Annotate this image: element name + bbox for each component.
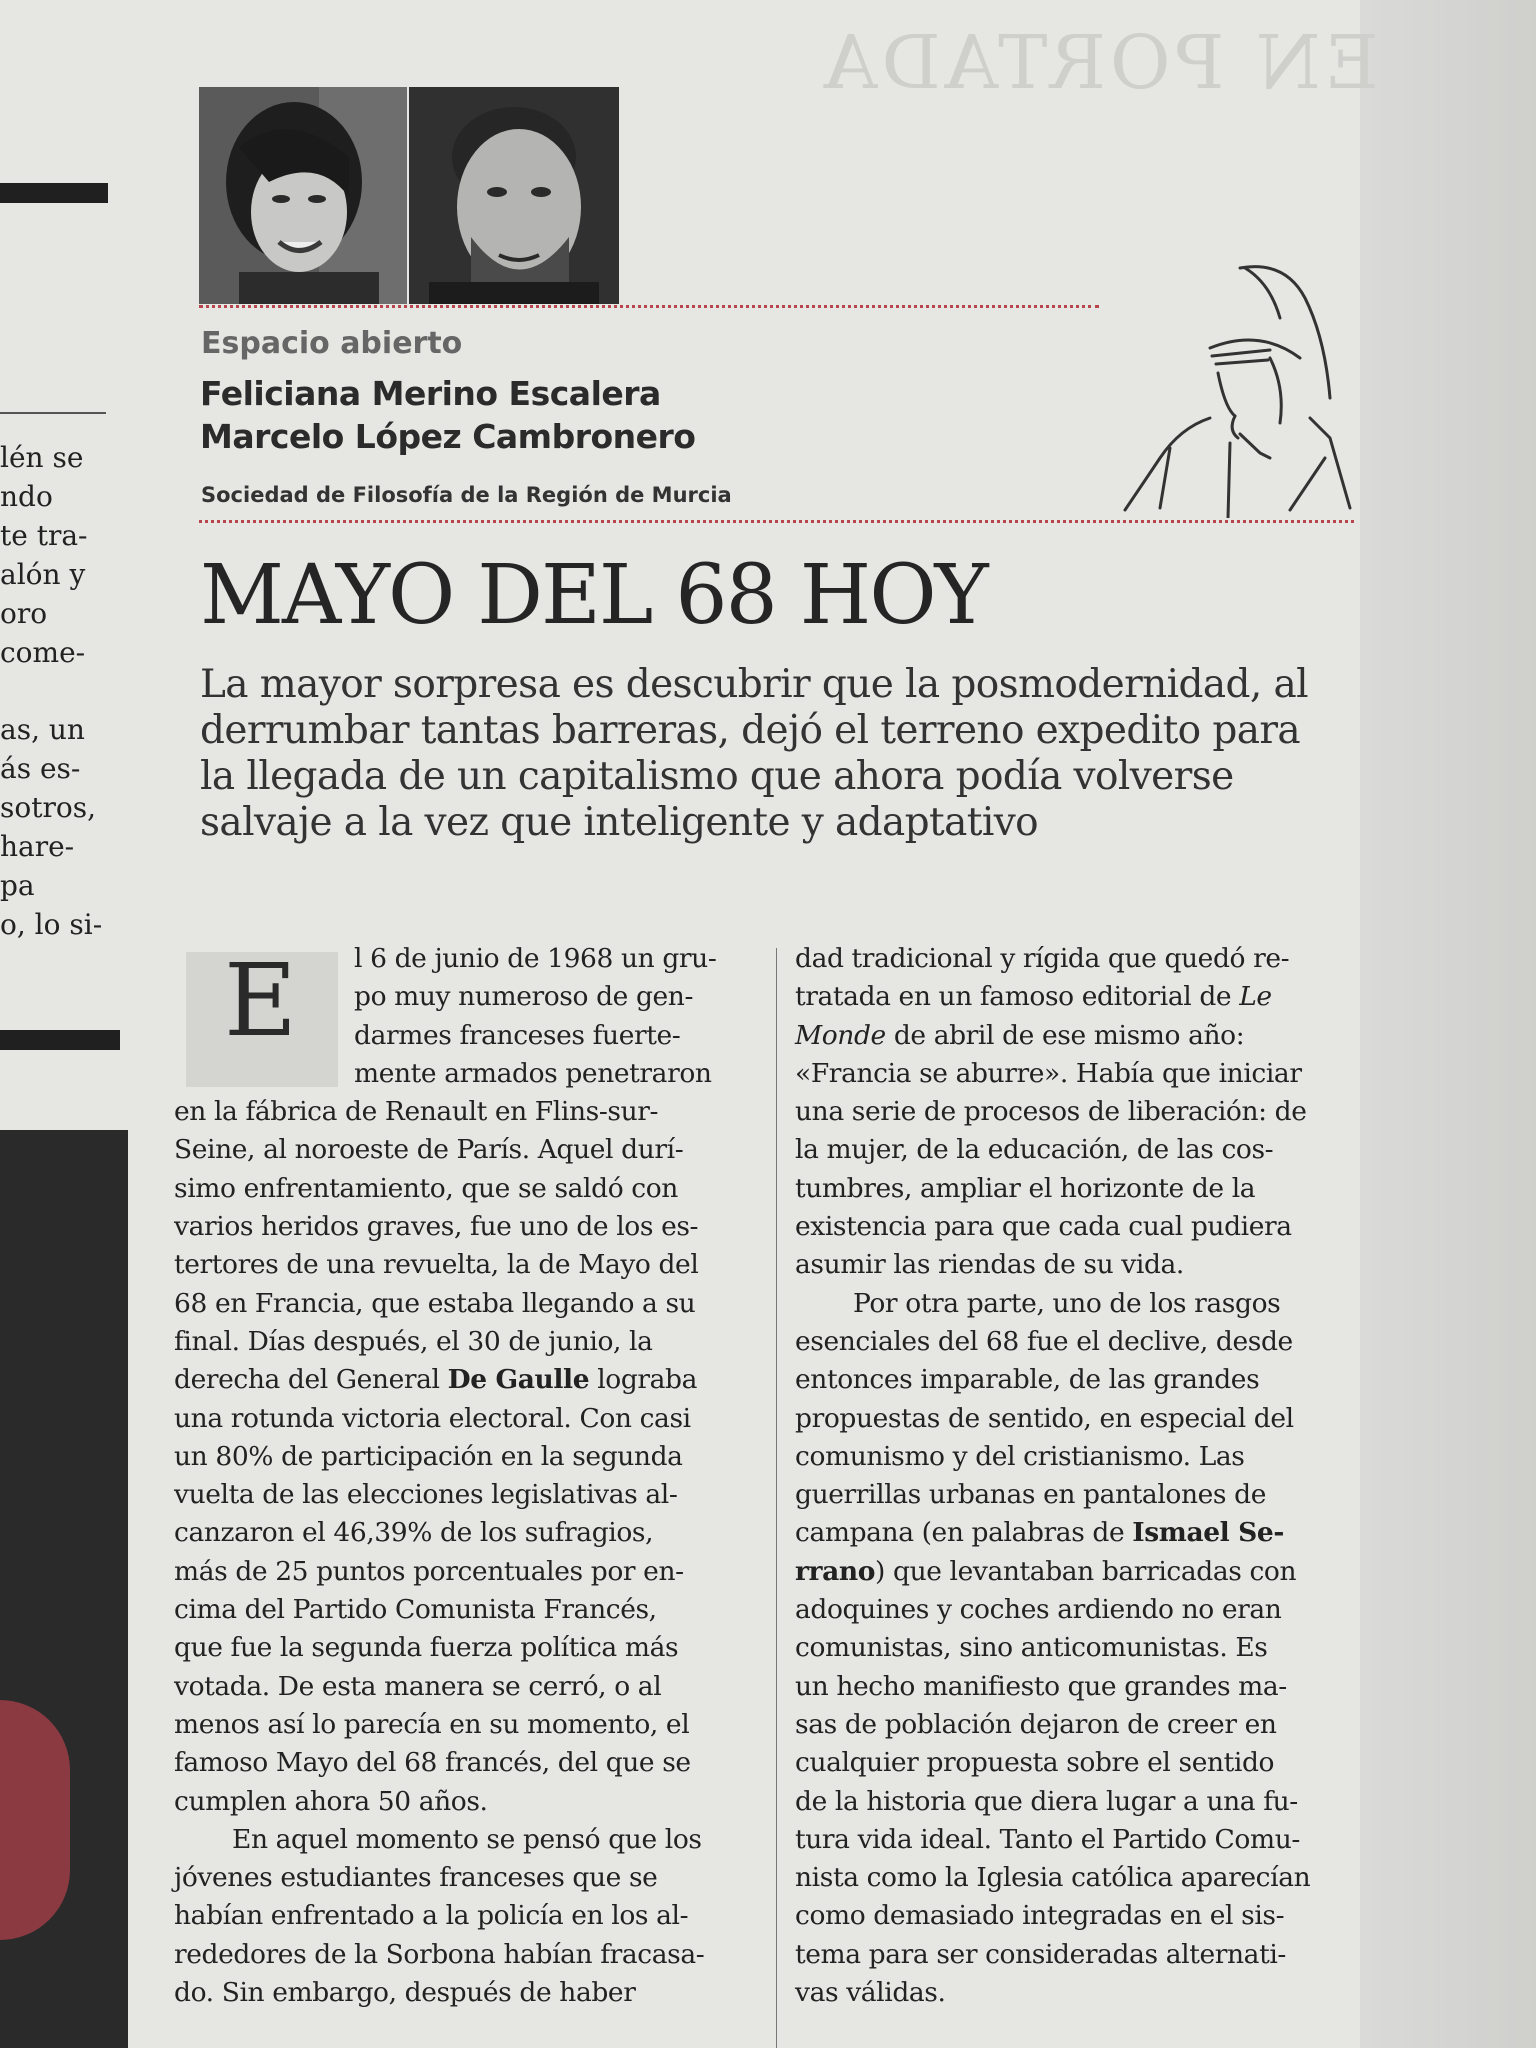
publication-name: Le (1239, 981, 1272, 1013)
body-line: canzaron el 46,39% de los sufragios, (174, 1517, 654, 1549)
body-text: campana (en palabras de (795, 1517, 1133, 1549)
body-line: la mujer, de la educación, de las cos- (795, 1134, 1274, 1166)
body-line: cumplen ahora 50 años. (174, 1785, 488, 1817)
standfirst-line: salvaje a la vez que inteligente y adaptativo (200, 800, 1039, 845)
body-column-2 (795, 940, 1355, 2012)
body-line: un 80% de participación en la segunda (174, 1440, 683, 1472)
publication-name: Monde (795, 1019, 886, 1051)
body-line: una rotunda victoria electoral. Con casi (174, 1402, 691, 1434)
byline-top-rule (199, 305, 1099, 308)
body-line: varios heridos graves, fue uno de los es- (174, 1211, 699, 1243)
author-photo-marcelo (409, 87, 619, 304)
body-line: entonces imparable, de las grandes (795, 1364, 1260, 1396)
body-line: famoso Mayo del 68 francés, del que se (174, 1747, 691, 1779)
drop-cap-letter: E (224, 942, 297, 1059)
body-line: nista como la Iglesia católica aparecían (795, 1862, 1311, 1894)
neighbour-text-line: ndo (0, 480, 53, 513)
neighbour-text-line: come- (0, 636, 86, 669)
neighbour-text-line: hare- (0, 830, 75, 863)
author-photos (199, 87, 619, 304)
body-line: que fue la segunda fuerza política más (174, 1632, 679, 1664)
body-line (174, 1361, 764, 1399)
body-line: «Francia se aburre». Había que iniciar (795, 1057, 1302, 1089)
body-line (795, 1514, 1355, 1552)
body-line: un hecho manifiesto que grandes ma- (795, 1670, 1287, 1702)
body-column-1 (174, 940, 764, 2012)
standfirst-line: La mayor sorpresa es descubrir que la posmodernidad, al (200, 662, 1309, 707)
neighbour-text-line: sotros, (0, 791, 96, 824)
body-line: vuelta de las elecciones legislativas al- (174, 1479, 678, 1511)
neighbour-rule (0, 183, 108, 203)
body-line: como demasiado integradas en el sis- (795, 1900, 1285, 1932)
body-line: habían enfrentado a la policía en los al- (174, 1900, 689, 1932)
body-line: darmes franceses fuerte- (354, 1019, 681, 1051)
standfirst (200, 662, 1360, 846)
body-line: vas válidas. (795, 1977, 946, 2009)
person-name-bold: Ismael Se- (1132, 1517, 1284, 1549)
section-label: Espacio abierto (201, 326, 463, 361)
body-line (795, 978, 1355, 1016)
author-affiliation: Sociedad de Filosofía de la Región de Murcia (201, 483, 732, 507)
body-line: más de 25 puntos porcentuales por en- (174, 1555, 684, 1587)
body-line: tura vida ideal. Tanto el Partido Comu- (795, 1823, 1300, 1855)
neighbour-photo-detail (0, 1700, 70, 1940)
standfirst-line: derrumbar tantas barreras, dejó el terreno expedito para (200, 708, 1301, 753)
body-text: lograba (589, 1364, 698, 1396)
column-divider (776, 948, 777, 2048)
author-name: Marcelo López Cambronero (200, 417, 696, 456)
body-line: Seine, al noroeste de París. Aquel durí- (174, 1134, 684, 1166)
body-line: adoquines y coches ardiendo no eran (795, 1594, 1282, 1626)
neighbour-text-line: o, lo si- (0, 908, 103, 941)
body-text: tratada en un famoso editorial de (795, 981, 1240, 1013)
body-line: tertores de una revuelta, la de Mayo del (174, 1249, 699, 1281)
body-line: sas de población dejaron de creer en (795, 1708, 1277, 1740)
neighbour-text-line: te tra- (0, 519, 88, 552)
body-line (795, 1553, 1355, 1591)
body-line: po muy numeroso de gen- (354, 981, 694, 1013)
neighbour-column (0, 0, 120, 2048)
body-line: propuestas de sentido, en especial del (795, 1402, 1294, 1434)
body-line: asumir las riendas de su vida. (795, 1249, 1184, 1281)
neighbour-text-line: oro (0, 597, 48, 630)
body-line: comunismo y del cristianismo. Las (795, 1440, 1245, 1472)
body-line: dad tradicional y rígida que quedó re- (795, 943, 1290, 974)
neighbour-thin-rule (0, 412, 106, 414)
body-line: jóvenes estudiantes franceses que se (174, 1862, 658, 1894)
body-text: derecha del General (174, 1364, 448, 1396)
body-line: Por otra parte, uno de los rasgos (853, 1287, 1281, 1319)
person-name-bold: De Gaulle (447, 1364, 590, 1396)
neighbour-text-line: alón y (0, 558, 86, 591)
byline-bottom-rule (199, 520, 1354, 523)
body-line: una serie de procesos de liberación: de (795, 1096, 1307, 1128)
body-line: simo enfrentamiento, que se saldó con (174, 1172, 678, 1204)
show-through-text: EN PORTADA (820, 20, 1379, 106)
body-line: final. Días después, el 30 de junio, la (174, 1325, 653, 1357)
neighbour-text-line: as, un (0, 713, 85, 746)
body-line: do. Sin embargo, después de haber (174, 1977, 636, 2009)
body-line: guerrillas urbanas en pantalones de (795, 1479, 1266, 1511)
body-line: de la historia que diera lugar a una fu- (795, 1785, 1298, 1817)
body-text: de abril de ese mismo año: (885, 1019, 1245, 1051)
author-photo-feliciana (199, 87, 407, 304)
body-line: esenciales del 68 fue el declive, desde (795, 1325, 1293, 1357)
standfirst-line: la llegada de un capitalismo que ahora podía volverse (200, 754, 1234, 799)
body-line: tema para ser consideradas alternati- (795, 1938, 1286, 1970)
body-line: menos así lo parecía en su momento, el (174, 1708, 690, 1740)
author-name: Feliciana Merino Escalera (200, 374, 661, 413)
page-edge (1360, 0, 1536, 2048)
neighbour-text-line: pa (0, 869, 35, 902)
body-line: cualquier propuesta sobre el sentido (795, 1747, 1275, 1779)
body-line: cima del Partido Comunista Francés, (174, 1594, 657, 1626)
body-line: tumbres, ampliar el horizonte de la (795, 1172, 1256, 1204)
body-line: mente armados penetraron (354, 1057, 712, 1089)
body-line: 68 en Francia, que estaba llegando a su (174, 1287, 696, 1319)
neighbour-text-line: lén se (0, 441, 84, 474)
body-line: en la fábrica de Renault en Flins-sur- (174, 1096, 659, 1128)
body-line: comunistas, sino anticomunistas. Es (795, 1632, 1268, 1664)
neighbour-rule (0, 1030, 120, 1050)
body-text: ) que levantaban barricadas con (875, 1555, 1297, 1587)
body-line: existencia para que cada cual pudiera (795, 1211, 1292, 1243)
headline: MAYO DEL 68 HOY (200, 548, 987, 643)
neighbour-text-line: ás es- (0, 752, 81, 785)
body-line: l 6 de junio de 1968 un gru- (354, 943, 717, 974)
thinker-illustration (1110, 258, 1360, 518)
body-line: En aquel momento se pensó que los (232, 1823, 702, 1855)
body-line: votada. De esta manera se cerró, o al (174, 1670, 662, 1702)
body-line (795, 1017, 1355, 1055)
person-name-bold: rrano (795, 1555, 876, 1587)
body-line: rededores de la Sorbona habían fracasa- (174, 1938, 705, 1970)
